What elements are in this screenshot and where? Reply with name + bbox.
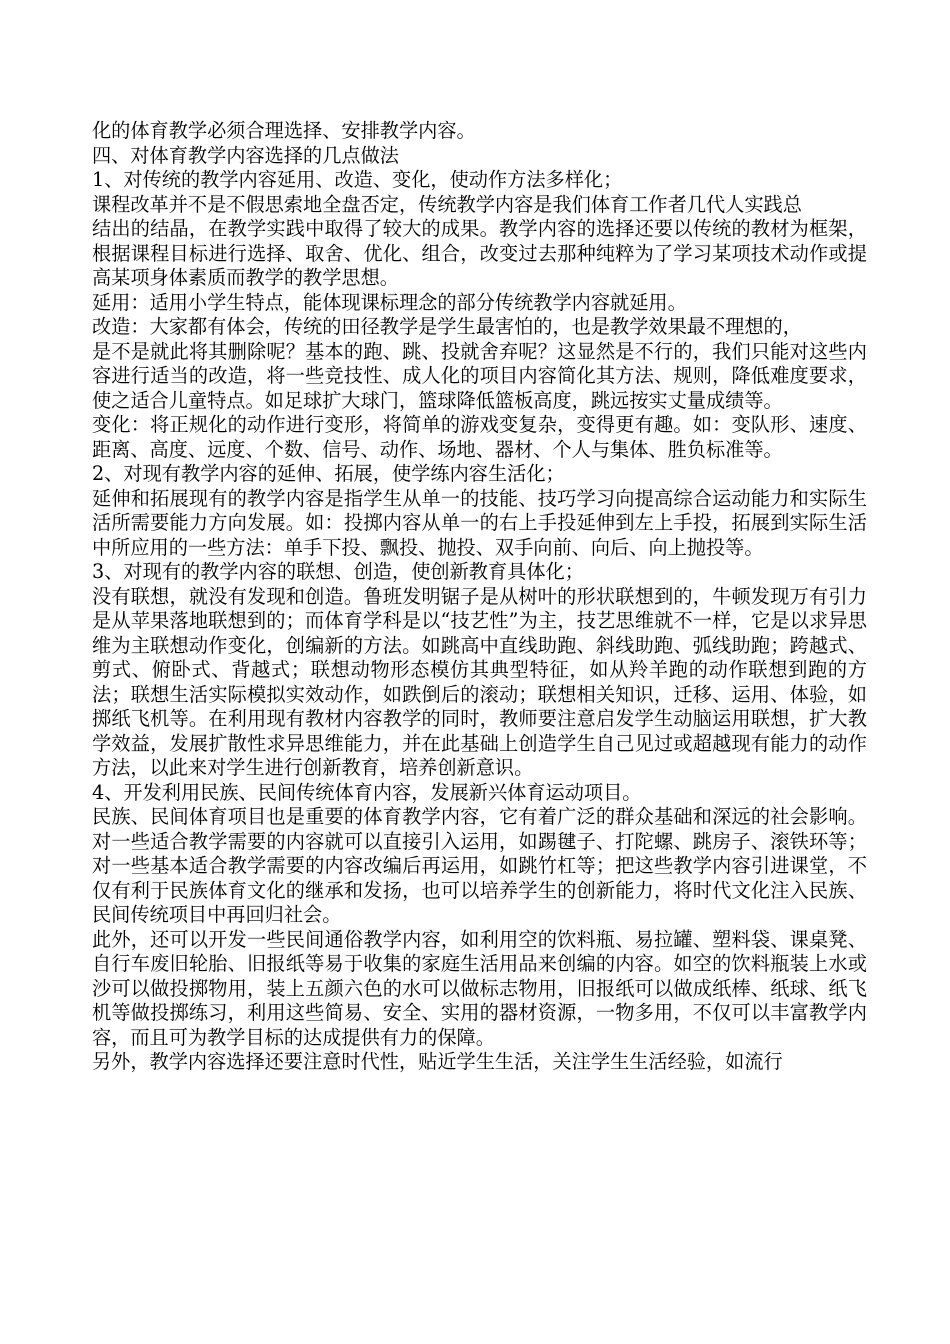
paragraph: 延伸和拓展现有的教学内容是指学生从单一的技能、技巧学习向提高综合运动能力和实际生活所需要能力方向发展。如：投掷内容从单一的右上手投延伸到左上手投，拓展到实际生活中所应用的一些方法：单手下投、飘投、抛投、双手向前、向后、向上抛投等。 <box>92 486 867 559</box>
paragraph: 此外，还可以开发一些民间通俗教学内容，如利用空的饮料瓶、易拉罐、塑料袋、课桌凳、自行车废旧轮胎、旧报纸等易于收集的家庭生活用品来创编的内容。如空的饮料瓶装上水或沙可以做投掷物用，装上五颜六色的水可以做标志物用，旧报纸可以做成纸棒、纸球、纸飞机等做投掷练习，利用这些简易、安全、实用的器材资源，一物多用，不仅可以丰富教学内容，而且可为教学目标的达成提供有力的保障。 <box>92 927 867 1049</box>
paragraph-last: 另外，教学内容选择还要注意时代性，贴近学生生活，关注学生生活经验，如流行 <box>92 1050 783 1073</box>
paragraph-bianhua: 变化：将正规化的动作进行变形，将简单的游戏变复杂，变得更有趣。如：变队形、速度、距离、高度、远度、个数、信号、动作、场地、器材、个人与集体、胜负标准等。 <box>92 413 867 461</box>
paragraph: 民族、民间体育项目也是重要的体育教学内容，它有着广泛的群众基础和深远的社会影响。对一些适合教学需要的内容就可以直接引入运用，如踢毽子、打陀螺、跳房子、滚铁环等；对一些基本适合教学需要的内容改编后再运用，如跳竹杠等；把这些教学内容引进课堂，不仅有利于民族体育文化的继承和发扬，也可以培养学生的创新能力，将时代文化注入民族、民间传统项目中再回归社会。 <box>92 805 867 926</box>
paragraph: 没有联想，就没有发现和创造。鲁班发明锯子是从树叶的形状联想到的，牛顿发现万有引力是从苹果落地联想到的；而体育学科是以“技艺性”为主，技艺思维就不一样，它是以求异思维为主联想动作变化，创编新的方法。如跳高中直线助跑、斜线助跑、弧线助跑；跨越式、剪式、俯卧式、背越式；联想动物形态模仿其典型特征，如从羚羊跑的动作联想到跑的方法；联想生活实际模拟实效动作，如跌倒后的滚动；联想相关知识，迁移、运用、体验，如掷纸飞机等。在利用现有教材内容教学的同时，教师要注意启发学生动脑运用联想，扩大教学效益，发展扩散性求异思维能力，并在此基础上创造学生自己见过或超越现有能力的动作方法，以此来对学生进行创新教育，培养创新意识。 <box>92 584 867 779</box>
subheading-2: 2、对现有教学内容的延伸、拓展，使学练内容生活化； <box>92 462 565 485</box>
paragraph: 是不是就此将其删除呢？基本的跑、跳、投就舍弃呢？这显然是不行的，我们只能对这些内容进行适当的改造，将一些竞技性、成人化的项目内容简化其方法、规则，降低难度要求，使之适合儿童特点。如足球扩大球门，篮球降低篮板高度，跳远按实丈量成绩等。 <box>92 339 867 412</box>
subheading-1: 1、对传统的教学内容延用、改造、变化，使动作方法多样化； <box>92 168 623 191</box>
subheading-3: 3、对现有的教学内容的联想、创造，使创新教育具体化； <box>92 560 584 583</box>
paragraph-yanyong: 延用：适用小学生特点，能体现课标理念的部分传统教学内容就延用。 <box>92 290 687 314</box>
paragraph: 课程改革并不是不假思索地全盘否定，传统教学内容是我们体育工作者几代人实践总 <box>92 192 802 216</box>
paragraph-continuation: 化的体育教学必须合理选择、安排教学内容。 <box>92 119 476 142</box>
subheading-4: 4、开发利用民族、民间传统体育内容，发展新兴体育运动项目。 <box>92 780 642 804</box>
paragraph-gaizao: 改造：大家都有体会，传统的田径教学是学生最害怕的，也是教学效果最不理想的， <box>92 315 802 338</box>
section-heading-4: 四、对体育教学内容选择的几点做法 <box>92 143 399 167</box>
document-body <box>92 119 867 1075</box>
paragraph: 结出的结晶，在教学实践中取得了较大的成果。教学内容的选择还要以传统的教材为框架，根据课程目标进行选择、取舍、优化、组合，改变过去那种纯粹为了学习某项技术动作或提高某项身体素质而教学的教学思想。 <box>92 217 867 289</box>
